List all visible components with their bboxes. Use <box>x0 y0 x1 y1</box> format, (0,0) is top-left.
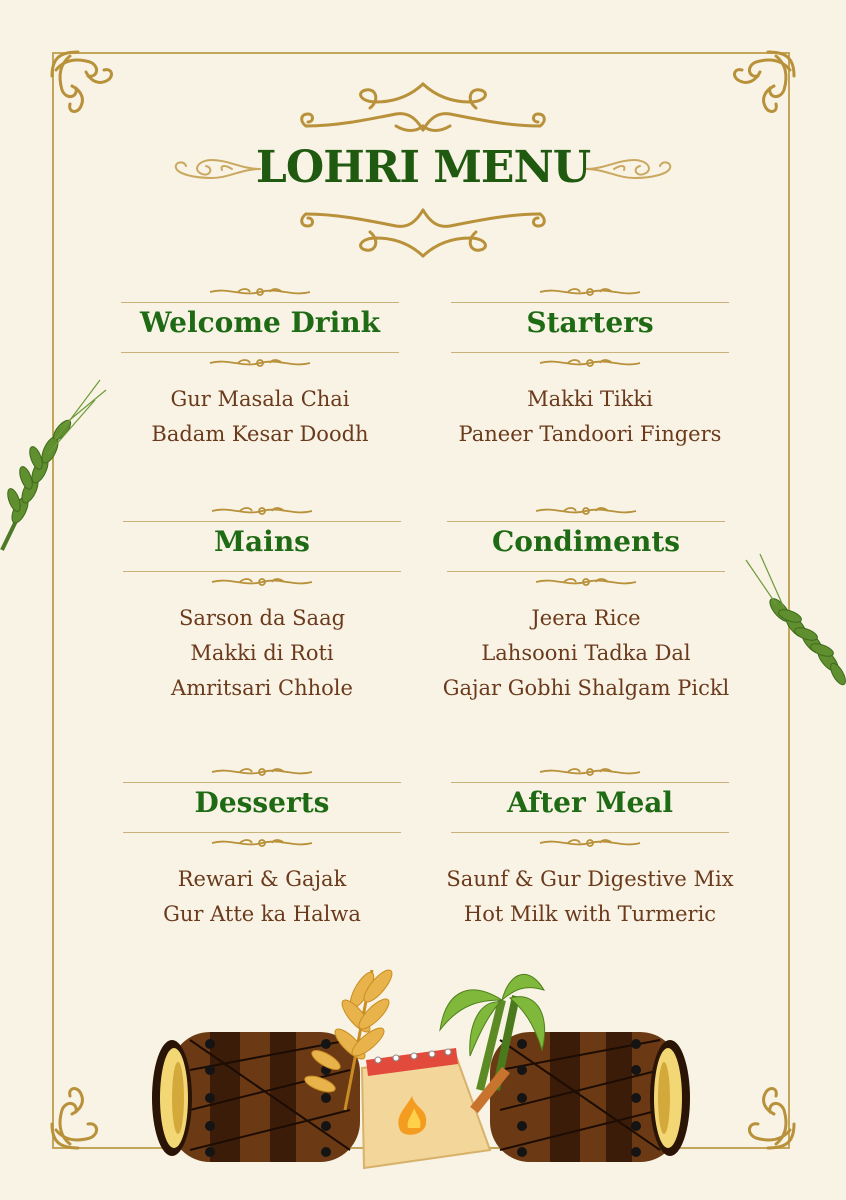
divider-ornament-icon <box>538 765 642 779</box>
divider-ornament-icon <box>538 356 642 370</box>
divider-line <box>447 571 725 572</box>
section-header <box>441 501 731 573</box>
divider-line <box>123 782 401 783</box>
section-starters <box>445 282 735 452</box>
corner-flourish-icon <box>710 1064 800 1154</box>
section-heading: Mains <box>214 525 310 558</box>
section-condiments <box>441 501 731 706</box>
divider-line <box>123 521 401 522</box>
menu-item: Gur Atte ka Halwa <box>163 902 361 926</box>
section-heading: Starters <box>526 306 654 339</box>
menu-title: LOHRI MENU <box>255 142 591 193</box>
divider-line <box>123 571 401 572</box>
section-after-meal <box>445 762 735 932</box>
divider-ornament-icon <box>210 575 314 589</box>
divider-line <box>451 782 729 783</box>
menu-item: Badam Kesar Doodh <box>151 422 369 446</box>
dhol-drum-right-icon <box>490 1032 690 1162</box>
menu-item: Lahsooni Tadka Dal <box>481 641 691 665</box>
menu-item: Hot Milk with Turmeric <box>463 902 717 926</box>
title-bottom-ornament-icon <box>296 200 550 260</box>
section-header <box>445 282 735 354</box>
corner-flourish-icon <box>46 1064 136 1154</box>
divider-line <box>451 832 729 833</box>
corner-flourish-icon <box>710 46 800 136</box>
menu-item: Saunf & Gur Digestive Mix <box>446 867 734 891</box>
menu-item: Paneer Tandoori Fingers <box>458 422 722 446</box>
divider-ornament-icon <box>210 504 314 518</box>
section-header <box>117 762 407 834</box>
menu-item: Jeera Rice <box>531 606 641 630</box>
divider-ornament-icon <box>208 285 312 299</box>
wheat-stalk-left-icon <box>0 370 110 560</box>
divider-ornament-icon <box>210 836 314 850</box>
corner-flourish-icon <box>46 46 136 136</box>
menu-item: Amritsari Chhole <box>171 676 353 700</box>
divider-ornament-icon <box>208 356 312 370</box>
dhol-drum-left-icon <box>152 1032 360 1162</box>
menu-item: Makki Tikki <box>527 387 653 411</box>
divider-line <box>447 521 725 522</box>
section-header <box>445 762 735 834</box>
divider-ornament-icon <box>538 836 642 850</box>
divider-line <box>451 352 729 353</box>
section-heading: Condiments <box>491 525 681 558</box>
section-heading: Welcome Drink <box>140 306 380 339</box>
section-desserts <box>117 762 407 932</box>
section-header <box>117 501 407 573</box>
title-top-ornament-icon <box>296 80 550 140</box>
section-header <box>115 282 405 354</box>
menu-item: Makki di Roti <box>190 641 334 665</box>
menu-item: Sarson da Saag <box>178 606 346 630</box>
section-heading: Desserts <box>194 786 330 819</box>
menu-item: Rewari & Gajak <box>177 867 347 891</box>
calendar-bonfire-icon <box>362 1048 490 1168</box>
divider-line <box>121 352 399 353</box>
divider-line <box>123 832 401 833</box>
menu-item: Gajar Gobhi Shalgam Pickl <box>442 676 730 700</box>
lohri-illustration <box>150 960 695 1180</box>
menu-item: Gur Masala Chai <box>170 387 350 411</box>
section-mains <box>117 501 407 706</box>
section-welcome-drink <box>115 282 405 452</box>
divider-ornament-icon <box>538 285 642 299</box>
divider-line <box>451 302 729 303</box>
divider-ornament-icon <box>534 504 638 518</box>
wheat-stalk-right-icon <box>740 550 846 710</box>
divider-ornament-icon <box>210 765 314 779</box>
divider-line <box>121 302 399 303</box>
divider-ornament-icon <box>534 575 638 589</box>
section-heading: After Meal <box>506 786 674 819</box>
